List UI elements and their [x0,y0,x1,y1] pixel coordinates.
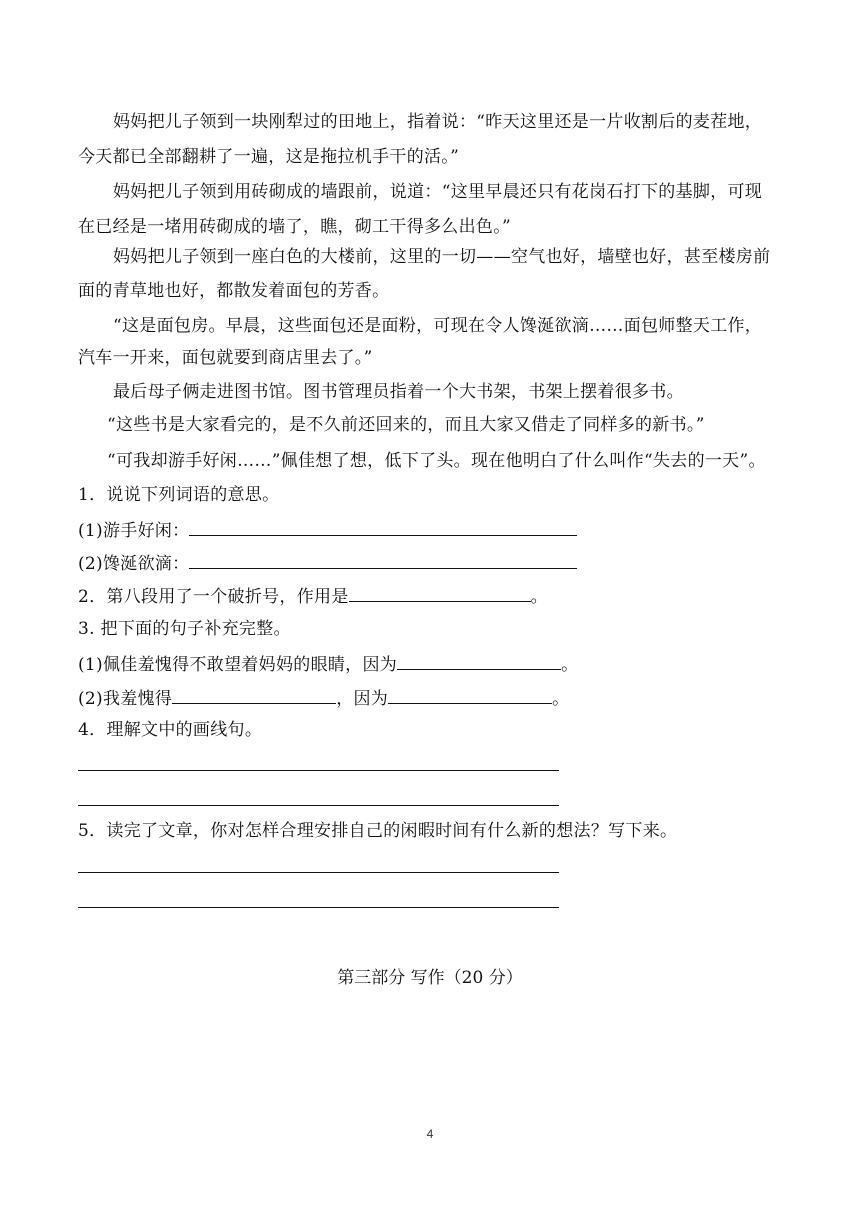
page-number: 4 [426,1127,434,1141]
question-3-1-label: (1)佩佳羞愧得不敢望着妈妈的眼睛，因为 [78,655,398,675]
question-3-2-end: 。 [552,689,570,709]
answer-line-4b[interactable] [78,805,559,806]
passage-line-9: 最后母子俩走进图书馆。图书管理员指着一个大书架，书架上摆着很多书。 [113,382,684,402]
question-3-1 [78,651,578,677]
question-2-label: 2．第八段用了一个破折号，作用是 [78,587,349,607]
passage-line-4: 在已经是一堵用砖砌成的墙了，瞧，砌工干得多么出色。” [78,217,511,237]
answer-blank-2[interactable] [349,583,531,602]
question-1-1-label: (1)游手好闲： [78,521,190,541]
question-1-2-label: (2)馋涎欲滴： [78,554,190,574]
answer-line-5a[interactable] [78,872,559,873]
question-3-1-end: 。 [561,655,579,675]
question-3-2-label: (2)我羞愧得 [78,689,173,709]
question-3: 3. 把下面的句子补充完整。 [78,619,291,639]
question-3-2-mid: ，因为 [336,689,389,709]
question-2-end: 。 [530,587,548,607]
question-5: 5．读完了文章，你对怎样合理安排自己的闲暇时间有什么新的想法？写下来。 [78,821,678,841]
question-1-1 [78,517,577,543]
answer-line-5b[interactable] [78,907,559,908]
passage-line-1: 妈妈把儿子领到一块刚犁过的田地上，指着说：“昨天这里还是一片收割后的麦茬地， [113,112,763,132]
answer-blank-3-1[interactable] [397,651,561,670]
question-1: 1．说说下列词语的意思。 [78,485,280,505]
passage-line-6: 面的青草地也好，都散发着面包的芳香。 [78,281,390,301]
question-1-2 [78,550,577,576]
question-4: 4．理解文中的画线句。 [78,720,263,740]
question-2 [78,583,548,609]
passage-line-11: “可我却游手好闲……”佩佳想了想，低下了头。现在他明白了什么叫作“失去的一天”。 [107,451,766,471]
answer-blank-1-2[interactable] [189,550,577,569]
passage-line-2: 今天都已全部翻耕了一遍，这是拖拉机手干的活。” [78,147,460,167]
answer-blank-1-1[interactable] [189,517,577,536]
answer-blank-3-2b[interactable] [388,685,552,704]
passage-line-8: 汽车一开来，面包就要到商店里去了。” [78,348,373,368]
passage-line-5: 妈妈把儿子领到一座白色的大楼前，这里的一切——空气也好，墙壁也好，甚至楼房前 [113,247,771,267]
passage-line-10: “这些书是大家看完的，是不久前还回来的，而且大家又借走了同样多的新书。” [107,415,705,435]
passage-line-3: 妈妈把儿子领到用砖砌成的墙跟前，说道：“这里早晨还只有花岗石打下的基脚，可现 [113,182,763,202]
question-3-2 [78,685,569,711]
answer-blank-3-2a[interactable] [172,685,336,704]
passage-line-7: “这是面包房。早晨，这些面包还是面粉，可现在令人馋涎欲滴……面包师整天工作， [113,316,763,336]
section-title: 第三部分 写作（20 分） [337,968,523,988]
answer-line-4a[interactable] [78,770,559,771]
